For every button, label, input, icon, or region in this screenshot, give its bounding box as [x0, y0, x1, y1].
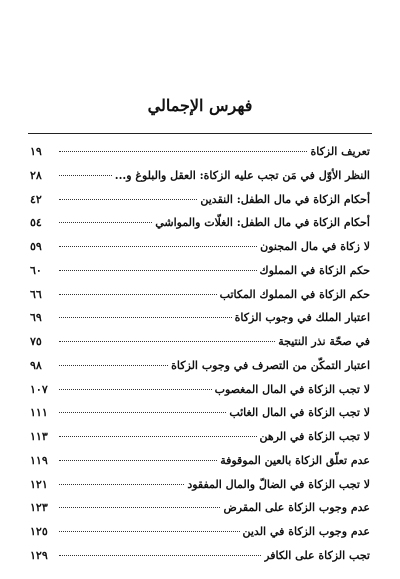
toc-entry-title: في صحّة نذر النتيجة [278, 335, 370, 348]
toc-entry [30, 211, 370, 235]
toc-entry-page: ١٩ [30, 145, 42, 158]
toc-entry-title: لا تجب الزكاة في الرهن [259, 430, 370, 443]
toc-entry-page: ١٢١ [30, 477, 48, 491]
toc-entry-page: ٩٨ [30, 358, 42, 372]
toc-entry-title: عدم تعلّق الزكاة بالعين الموقوفة [220, 453, 370, 467]
table-of-contents [30, 140, 370, 568]
toc-entry-title: اعتبار التمكّن من التصرف في وجوب الزكاة [171, 358, 370, 372]
toc-leader-dots [59, 484, 184, 485]
toc-entry [30, 378, 370, 402]
toc-entry-page: ١٢٩ [30, 548, 48, 562]
heading-divider [28, 133, 372, 134]
toc-entry-page: ٢٨ [30, 168, 42, 182]
toc-leader-dots [59, 199, 197, 200]
toc-entry-page: ١٢٣ [30, 501, 48, 515]
toc-entry-title: لا تجب الزكاة في المال المغصوب [214, 382, 370, 396]
toc-entry-page: ٧٥ [30, 335, 42, 348]
toc-entry [30, 235, 370, 259]
toc-entry-title: النظر الأوّل في مَن تجب عليه الزكاة: العقل والبلوغ و... [114, 168, 370, 182]
toc-leader-dots [59, 436, 257, 437]
toc-leader-dots [59, 507, 220, 508]
toc-entry-title: عدم وجوب الزكاة على المقرض [223, 501, 370, 515]
toc-leader-dots [59, 151, 307, 152]
toc-leader-dots [59, 222, 152, 223]
toc-entry-title: لا تجب الزكاة في المال الغائب [229, 406, 370, 420]
toc-leader-dots [59, 175, 112, 176]
toc-entry [30, 140, 370, 164]
toc-entry [30, 164, 370, 188]
toc-leader-dots [59, 317, 232, 318]
toc-leader-dots [59, 389, 212, 390]
toc-entry [30, 188, 370, 212]
toc-entry [30, 449, 370, 473]
toc-entry-page: ١١٩ [30, 453, 48, 467]
toc-entry-title: لا تجب الزكاة في الضالّ والمال المفقود [187, 477, 370, 491]
toc-entry-title: حكم الزكاة في المملوك [259, 263, 370, 277]
page-title: فهرس الإجمالي [147, 96, 253, 115]
toc-leader-dots [59, 294, 217, 295]
toc-entry-page: ١٠٧ [30, 382, 48, 396]
toc-leader-dots [59, 270, 257, 271]
toc-leader-dots [59, 460, 217, 461]
toc-leader-dots [59, 246, 257, 247]
toc-entry [30, 496, 370, 520]
toc-leader-dots [59, 412, 226, 413]
toc-entry-title: حكم الزكاة في المملوك المكاتب [219, 287, 370, 301]
toc-entry-page: ٦٦ [30, 287, 42, 301]
toc-entry-title: اعتبار الملك في وجوب الزكاة [234, 311, 370, 325]
toc-entry-page: ١١٣ [30, 430, 48, 443]
toc-entry [30, 283, 370, 307]
toc-entry [30, 425, 370, 449]
toc-entry-title: عدم وجوب الزكاة في الدين [242, 525, 370, 538]
toc-leader-dots [59, 341, 275, 342]
toc-entry-page: ٦٩ [30, 311, 42, 325]
toc-entry-page: ٥٤ [30, 216, 42, 230]
toc-entry-title: لا زكاة في مال المجنون [260, 240, 370, 253]
toc-entry [30, 354, 370, 378]
toc-entry-page: ١١١ [30, 406, 48, 420]
toc-entry [30, 330, 370, 354]
toc-entry-page: ٦٠ [30, 263, 42, 277]
toc-leader-dots [59, 555, 261, 556]
toc-entry-title: تعريف الزكاة [310, 145, 370, 158]
toc-entry-page: ٤٢ [30, 192, 42, 206]
toc-entry-title: أحكام الزكاة في مال الطفل: النقدين [200, 192, 370, 206]
toc-entry [30, 473, 370, 497]
toc-entry-page: ٥٩ [30, 240, 42, 253]
toc-entry-page: ١٢٥ [30, 525, 48, 538]
toc-entry [30, 544, 370, 568]
toc-leader-dots [59, 365, 168, 366]
toc-entry [30, 520, 370, 544]
toc-leader-dots [59, 531, 240, 532]
toc-entry-title: أحكام الزكاة في مال الطفل: الغلّات والمواشي [155, 216, 370, 230]
toc-entry [30, 259, 370, 283]
toc-entry [30, 401, 370, 425]
toc-entry [30, 306, 370, 330]
toc-entry-title: تجب الزكاة على الكافر [264, 548, 370, 562]
